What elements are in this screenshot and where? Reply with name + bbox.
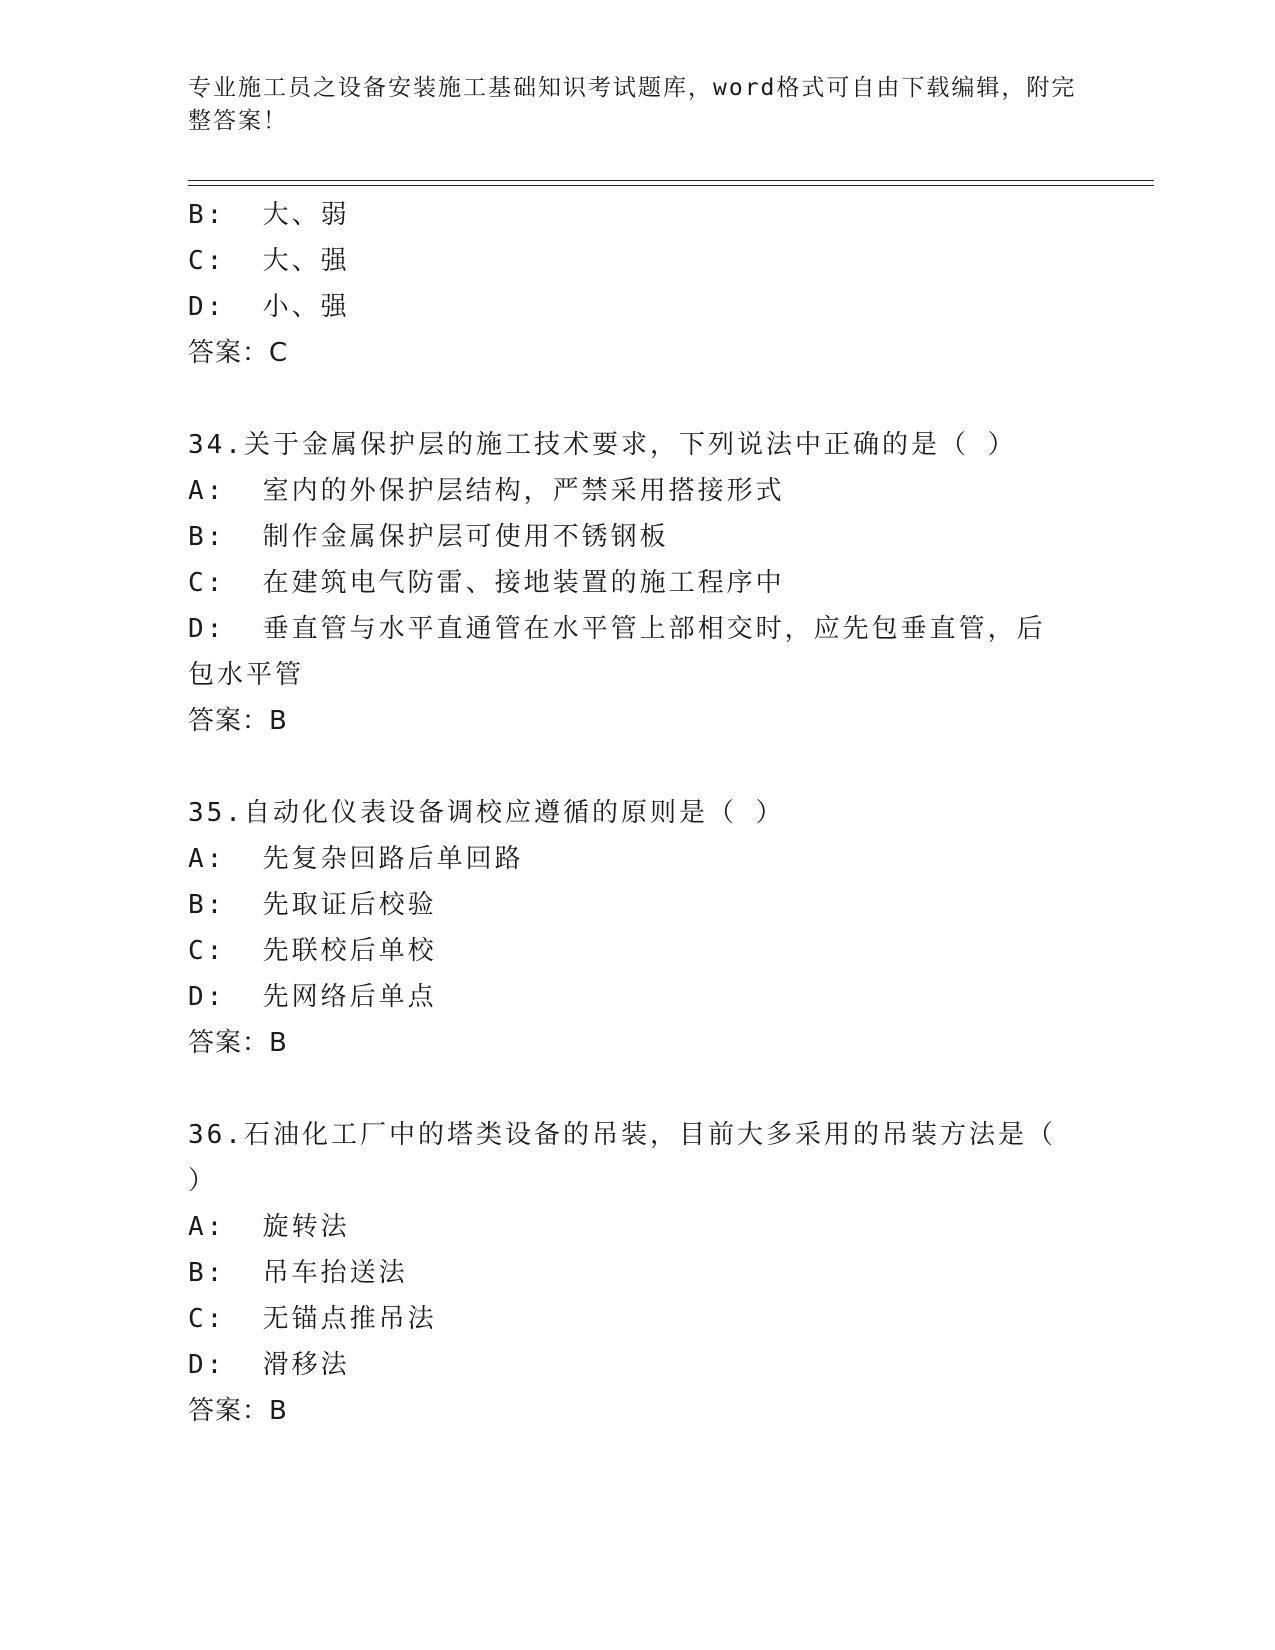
option-c: C: 大、强 [188,246,350,276]
document-header: 专业施工员之设备安装施工基础知识考试题库，word格式可自由下载编辑，附完整答案！ [188,75,1077,134]
question-33-continued [188,192,1068,376]
question-stem: 36.石油化工厂中的塔类设备的吊装，目前大多采用的吊装方法是（ ） [188,1120,1056,1196]
option-b: B: 先取证后校验 [188,890,437,920]
option-b: B: 大、弱 [188,200,350,230]
answer-text: 答案：B [188,706,288,736]
question-35 [188,790,1068,1066]
option-a: A: 旋转法 [188,1212,350,1242]
question-36 [188,1112,1068,1434]
option-c: C: 先联校后单校 [188,936,437,966]
option-d: D: 滑移法 [188,1350,350,1380]
header-divider-top [188,180,1154,181]
option-a: A: 室内的外保护层结构，严禁采用搭接形式 [188,476,785,506]
answer-text: 答案：B [188,1028,288,1058]
question-stem: 35.自动化仪表设备调校应遵循的原则是（ ） [188,798,785,828]
answer-text: 答案：B [188,1396,288,1426]
option-a: A: 先复杂回路后单回路 [188,844,524,874]
option-d: D: 垂直管与水平直通管在水平管上部相交时，应先包垂直管，后包水平管 [188,614,1046,690]
spacer [188,376,1068,422]
option-b: B: 制作金属保护层可使用不锈钢板 [188,522,669,552]
option-c: C: 在建筑电气防雷、接地装置的施工程序中 [188,568,785,598]
spacer [188,744,1068,790]
option-d: D: 小、强 [188,292,350,322]
spacer [188,1066,1068,1112]
option-d: D: 先网络后单点 [188,982,437,1012]
answer-text: 答案：C [188,338,289,368]
option-c: C: 无锚点推吊法 [188,1304,437,1334]
header-divider-bottom [188,185,1154,186]
question-stem: 34.关于金属保护层的施工技术要求，下列说法中正确的是（ ） [188,430,1017,460]
option-b: B: 吊车抬送法 [188,1258,408,1288]
question-34 [188,422,1068,744]
question-list [188,192,1068,1434]
